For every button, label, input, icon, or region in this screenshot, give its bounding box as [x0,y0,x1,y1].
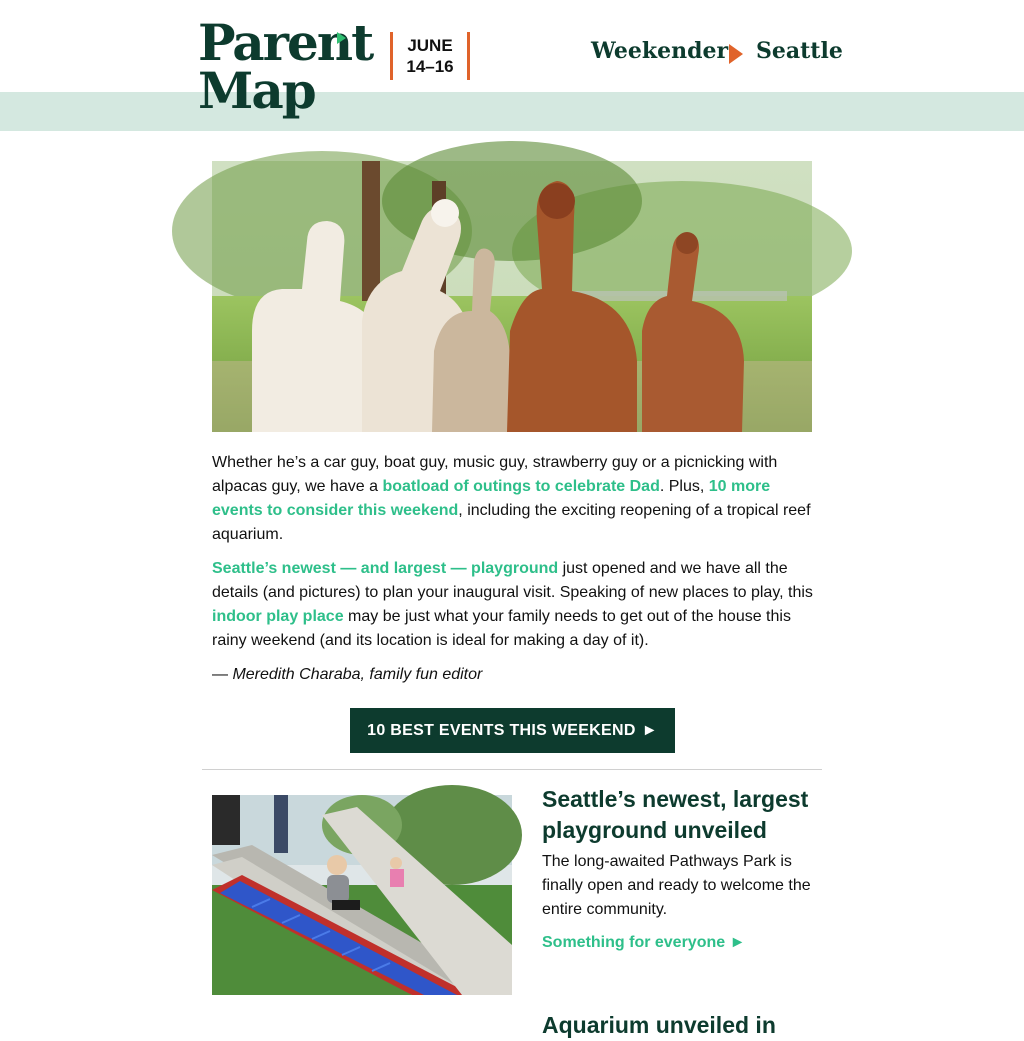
signature-dash: — [212,666,233,683]
date-month: JUNE [407,36,453,55]
newsletter-header [0,0,1024,120]
article-image-playground[interactable] [212,795,512,995]
section-divider [202,769,822,770]
intro-paragraph-1 [212,451,816,547]
date-days: 14–16 [406,57,454,76]
article-summary: The long-awaited Pathways Park is finally open and ready to welcome the entire community. [542,853,811,918]
edition-title [591,38,843,72]
link-10-more-events[interactable]: 10 more events to consider this weekend [212,478,771,519]
cta-label: 10 BEST EVENTS THIS WEEKEND [367,721,636,739]
best-events-button[interactable] [350,708,675,753]
intro-text: may be just what your family needs to get out of the house this rainy weekend (and its location is ideal for making a day of it). [212,608,791,649]
intro-paragraph-2 [212,557,816,653]
signature-name: Meredith Charaba, family fun editor [232,666,483,683]
edition-word-weekender: Weekender [591,38,729,64]
logo-word-parent: Parent [198,13,373,72]
header-band [0,92,1024,131]
alpacas-photo [212,161,812,432]
read-more-label: Something for everyone [542,934,726,951]
link-celebrate-dad[interactable]: boatload of outings to celebrate Dad [382,478,660,495]
intro-text: just opened and we have all the details (and pictures) to plan your inaugural visit. Speaking of new places to play, this [212,560,813,601]
link-newest-playground[interactable]: Seattle’s newest — and largest — playground [212,560,559,577]
article-card [542,784,824,954]
read-more-arrow-icon: ► [729,934,746,951]
parentmap-logo[interactable] [198,13,373,120]
play-arrow-icon [729,44,743,64]
editor-signature [212,663,816,687]
hero-image-alpacas[interactable] [212,161,812,432]
intro-copy [212,451,816,697]
logo-triangle-icon [337,32,346,44]
link-indoor-play-place[interactable]: indoor play place [212,608,344,625]
date-bracket-right [467,32,470,80]
article-title[interactable]: Seattle’s newest, largest playground unveiled [542,786,809,843]
cta-arrow-icon: ► [641,721,658,739]
intro-text: . Plus, [659,478,709,495]
article-read-more-link[interactable] [542,932,824,954]
edition-word-seattle: Seattle [756,38,843,64]
next-article-title: Aquarium unveiled in [542,1012,776,1038]
next-article-title-clipped[interactable] [542,1010,824,1038]
intro-text: , including the exciting reopening of a tropical reef aquarium. [212,502,811,543]
playground-photo [212,795,512,995]
logo-word-map: Map [198,61,315,120]
intro-text: Whether he’s a car guy, boat guy, music guy, strawberry guy or a picnicking with alpacas guy, we have a [212,454,778,495]
date-range [390,32,470,80]
